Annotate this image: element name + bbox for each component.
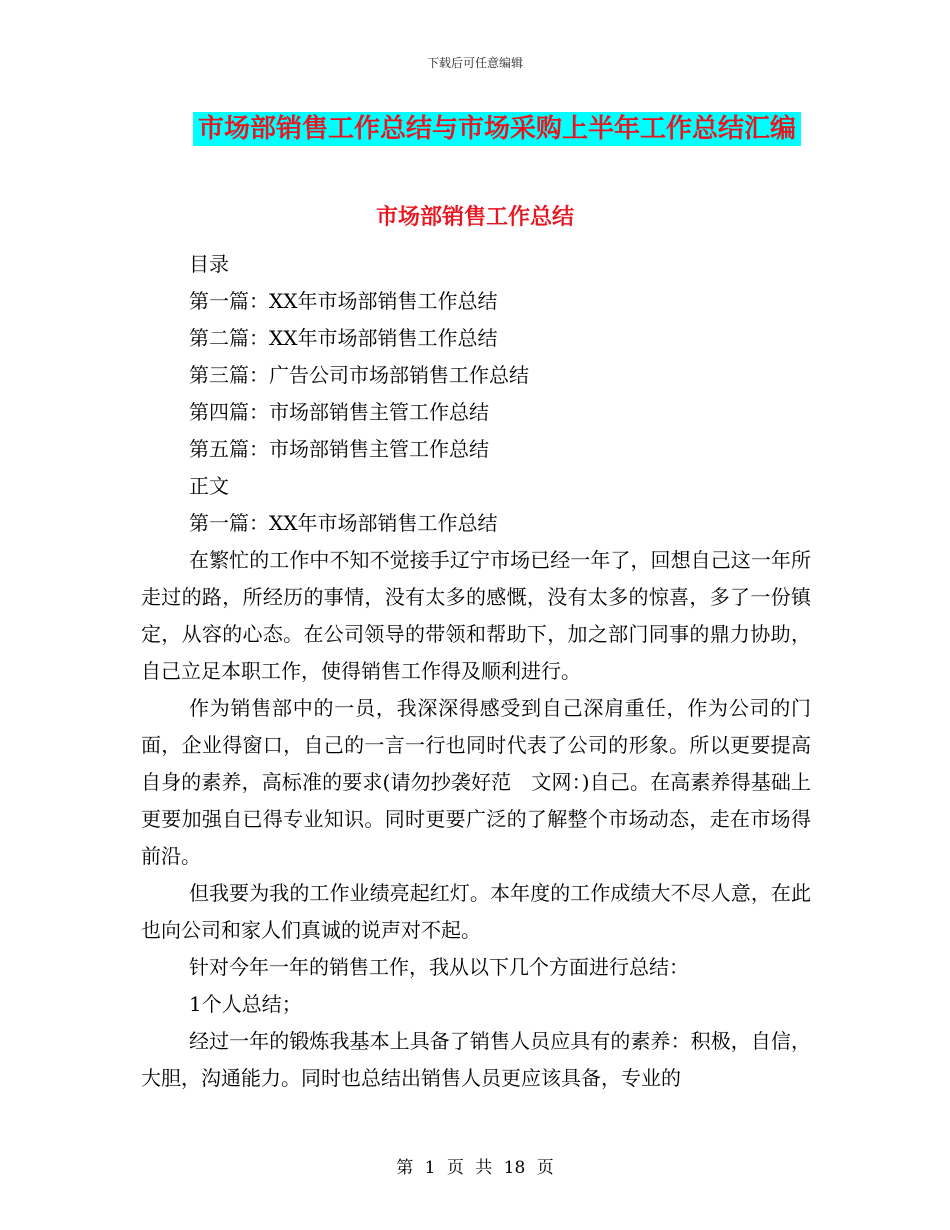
toc-item: 第一篇：XX年市场部销售工作总结	[189, 289, 498, 313]
body-heading: 正文	[189, 474, 229, 498]
paragraph: 经过一年的锻炼我基本上具备了销售人员应具有的素养：积极，自信，大胆，沟通能力。同时也总结出销售人员更应该具备，专业的	[141, 1029, 811, 1090]
paragraph: 在繁忙的工作中不知不觉接手辽宁市场已经一年了，回想自己这一年所走过的路，所经历的事情，没有太多的感慨，没有太多的惊喜，多了一份镇定，从容的心态。在公司领导的带领和帮助下，加之部门同事的鼎力协助，自己立足本职工作，使得销售工作得及顺利进行。	[141, 548, 811, 683]
section-title: 市场部销售工作总结	[375, 205, 574, 230]
page-number-footer: 第 1 页 共 18 页	[396, 1158, 554, 1178]
toc-item: 第四篇：市场部销售主管工作总结	[189, 400, 489, 424]
header-note: 下载后可任意编辑	[426, 56, 523, 70]
toc-heading: 目录	[189, 252, 229, 276]
chapter-title: 第一篇：XX年市场部销售工作总结	[189, 511, 498, 535]
paragraph: 作为销售部中的一员，我深深得感受到自己深肩重任，作为公司的门面，企业得窗口，自己的一言一行也同时代表了公司的形象。所以更要提高自身的素养，高标准的要求(请勿抄袭好范 文网：)自己。在高素养得基础上更要加强自已得专业知识。同时更要广泛的了解整个市场动态，走在市场得前沿。	[141, 696, 811, 868]
paragraph: 但我要为我的工作业绩亮起红灯。本年度的工作成绩大不尽人意，在此也向公司和家人们真诚的说声对不起。	[141, 881, 811, 942]
paragraph: 针对今年一年的销售工作，我从以下几个方面进行总结：	[189, 955, 689, 979]
toc-item: 第二篇：XX年市场部销售工作总结	[189, 326, 498, 350]
paragraph: 1个人总结；	[189, 992, 302, 1016]
toc-item: 第五篇：市场部销售主管工作总结	[189, 437, 489, 461]
toc-item: 第三篇：广告公司市场部销售工作总结	[189, 363, 529, 387]
document-body	[141, 246, 811, 1097]
document-title: 市场部销售工作总结与市场采购上半年工作总结汇编	[193, 112, 801, 146]
